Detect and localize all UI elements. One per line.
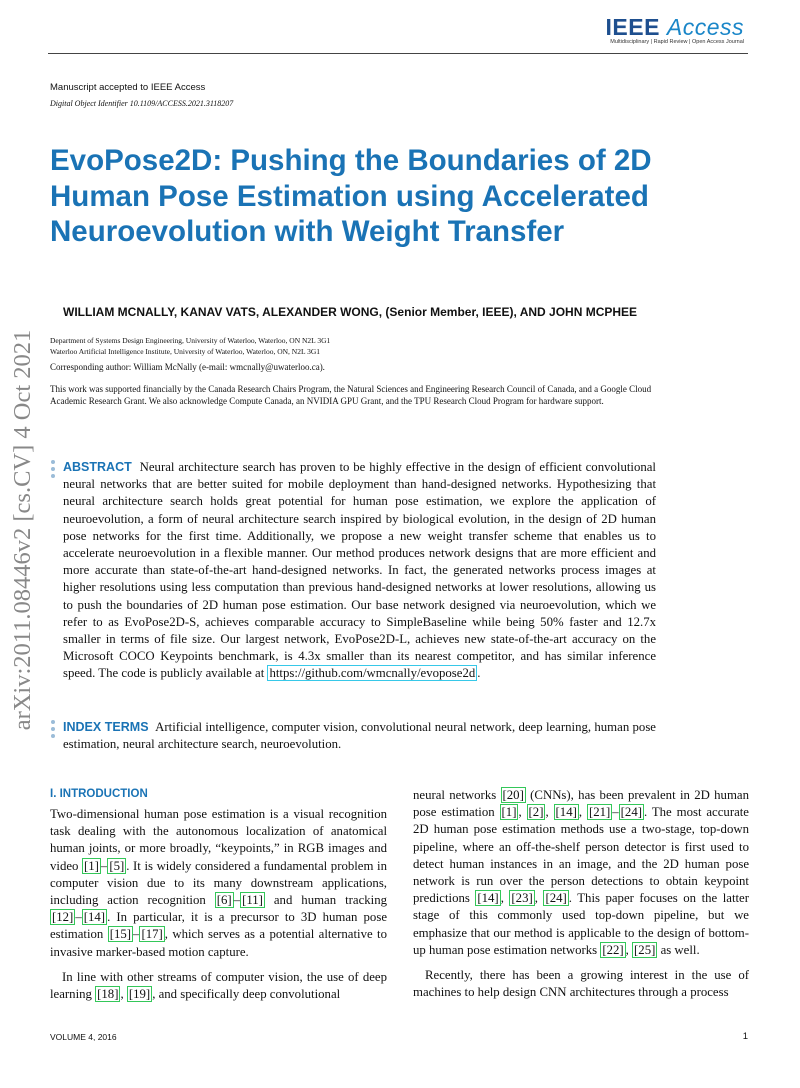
citation-link[interactable]: [6] [216, 893, 232, 908]
text-run: – [233, 893, 241, 908]
citation-link[interactable]: [20] [502, 788, 524, 802]
index-dots-icon [50, 720, 56, 741]
text-column-right [413, 787, 749, 1001]
citation-link[interactable]: [25] [634, 942, 656, 957]
text-run: , [534, 891, 544, 906]
citation-link[interactable]: [1] [501, 805, 517, 820]
text-run: . The most accurate 2D human pose estimation methods use a two-stage, top-down pipeline, where an off-the-shelf person detector is first used to detect human instances in an image, and the 2D human pose network is run over the person detections to obtain keypoint predictions [413, 805, 749, 906]
text-run: , [625, 942, 633, 957]
text-run: – [133, 927, 140, 942]
citation-link[interactable]: [22] [602, 942, 624, 957]
journal-logo [606, 14, 744, 45]
intro-paragraph-3: Recently, there has been a growing interest in the use of machines to help design CNN architectures through a process [413, 968, 749, 1000]
citation-link[interactable]: [21] [588, 805, 611, 820]
affiliation-2: Waterloo Artificial Intelligence Institute, University of Waterloo, Waterloo, ON, N2L 3G1 [50, 347, 321, 356]
intro-paragraph-1 [50, 806, 387, 961]
logo-access: Access [666, 14, 744, 40]
citation-link[interactable]: [18] [97, 987, 119, 1002]
citation-link[interactable]: [23] [511, 891, 533, 906]
text-run: , [518, 805, 527, 820]
text-run: , [500, 891, 510, 906]
page-number: 1 [742, 1031, 748, 1042]
intro-paragraph-2-start [50, 969, 387, 1003]
citation-link[interactable]: [2] [528, 805, 544, 820]
manuscript-note: Manuscript accepted to IEEE Access [50, 82, 206, 93]
citation-link[interactable]: [14] [83, 910, 106, 925]
text-run: – [75, 910, 82, 925]
text-run: In line with other streams of computer vision, the use of deep learning [50, 969, 387, 1002]
doi-line: Digital Object Identifier 10.1109/ACCESS.2021.3118207 [50, 99, 234, 108]
intro-paragraph-2-cont [413, 787, 749, 959]
citation-link[interactable]: [5] [109, 858, 125, 873]
text-run: as well. [657, 942, 700, 957]
header-rule [48, 53, 748, 54]
volume-footer: VOLUME 4, 2016 [50, 1032, 117, 1042]
abstract-end: . [477, 666, 481, 681]
text-run: , which serves as a potential alternative to invasive marker-based motion capture. [50, 927, 387, 959]
abstract-text: Neural architecture search has proven to be highly effective in the design of efficient convolutional neural networks that are better suited for mobile deployment than hand-designed networks. Hypothesizing that neural architecture search holds great potential for human pose estimation, we explore the application of neuroevolution, a form of neural architecture search inspired by biological evolution, in the design of 2D human pose networks for the first time. Additionally, we propose a new weight transfer scheme that enables us to accelerate neuroevolution in a flexible manner. Our method produces network designs that are more efficient and more accurate than state-of-the-art hand-designed networks. In fact, the generated networks process images at higher resolutions using less computation than previous hand-designed networks at lower resolutions, allowing us to push the boundaries of 2D human pose estimation. Our base network designed via neuroevolution, which we refer to as EvoPose2D-S, achieves comparable accuracy to SimpleBaseline while being 50% faster and 12.7x smaller in terms of file size. Our largest network, EvoPose2D-L, achieves new state-of-the-art accuracy on the Microsoft COCO Keypoints benchmark, is 4.3x smaller than its nearest competitor, and has similar inference speed. The code is publicly available at [63, 460, 656, 681]
citation-link[interactable]: [1] [84, 858, 99, 873]
index-terms [63, 719, 656, 753]
citation-link[interactable]: [14] [477, 891, 499, 906]
text-run: Two-dimensional human pose estimation is a visual recognition task dealing with the autonomous localization of anatomical human joints, or more broadly, “keypoints,” in RGB images and video [50, 807, 387, 873]
funding-note: This work was supported financially by the Canada Research Chairs Program, the Natural Sciences and Engineering Research Council of Canada, and a Google Cloud Academic Research Grant. We also acknowledge Compute Canada, an NVIDIA GPU Grant, and the TPU Research Cloud Program for hardware support. [50, 384, 652, 406]
citation-link[interactable]: [11] [242, 893, 263, 908]
citation-link[interactable]: [24] [545, 891, 567, 906]
citation-link[interactable]: [24] [620, 805, 642, 820]
affiliation-1: Department of Systems Design Engineering, University of Waterloo, Waterloo, ON N2L 3G1 [50, 336, 331, 345]
author-list: WILLIAM MCNALLY, KANAV VATS, ALEXANDER WONG, (Senior Member, IEEE), AND JOHN MCPHEE [63, 305, 638, 319]
code-link[interactable]: https://github.com/wmcnally/evopose2d [269, 666, 476, 681]
arxiv-stamp-text: arXiv:2011.08446v2 [cs.CV] 4 Oct 2021 [9, 329, 36, 731]
citation-link[interactable]: [15] [109, 927, 132, 942]
text-run: , and specifically deep convolutional [152, 987, 341, 1002]
text-run: – [100, 858, 108, 873]
paper-title: EvoPose2D: Pushing the Boundaries of 2D Human Pose Estimation using Accelerated Neuroevolution with Weight Transfer [50, 144, 652, 248]
abstract [63, 459, 656, 683]
logo-wordmark [606, 14, 744, 41]
index-terms-text: Artificial intelligence, computer vision, convolutional neural network, deep learning, human pose estimation, neural architecture search, neuroevolution. [63, 720, 656, 752]
text-run: , [578, 805, 587, 820]
text-run: . It is widely considered a fundamental problem in computer vision due to its many downstream applications, including action recognition [50, 858, 387, 908]
corresponding-author: Corresponding author: William McNally (e-mail: wmcnally@uwaterloo.ca). [50, 362, 325, 372]
abstract-dots-icon [50, 460, 56, 481]
text-run: (CNNs), has been prevalent in 2D human pose estimation [413, 788, 749, 820]
logo-ieee: IEEE [605, 14, 660, 40]
text-run: and human tracking [264, 893, 387, 908]
text-run: , [545, 805, 554, 820]
citation-link[interactable]: [17] [141, 927, 163, 942]
logo-tagline: Multidisciplinary | Rapid Review | Open Access Journal [610, 39, 744, 45]
index-terms-heading: INDEX TERMS [63, 720, 149, 734]
abstract-heading: ABSTRACT [63, 460, 132, 474]
citation-link[interactable]: [14] [555, 805, 577, 820]
text-column-left [50, 806, 387, 1003]
text-run: – [612, 805, 619, 820]
text-run: . This paper focuses on the latter stage of this commonly used top-down pipeline, but we emphasize that our method is applicable to the design of bottom-up human pose estimation networks [413, 891, 749, 957]
text-run: . In particular, it is a precursor to 3D human pose estimation [50, 910, 387, 942]
arxiv-stamp [0, 300, 46, 760]
citation-link[interactable]: [12] [52, 910, 74, 925]
text-run: , [120, 987, 127, 1002]
section-heading-introduction: I. INTRODUCTION [50, 788, 148, 800]
citation-link[interactable]: [19] [128, 987, 151, 1002]
text-run: neural networks [413, 788, 501, 802]
